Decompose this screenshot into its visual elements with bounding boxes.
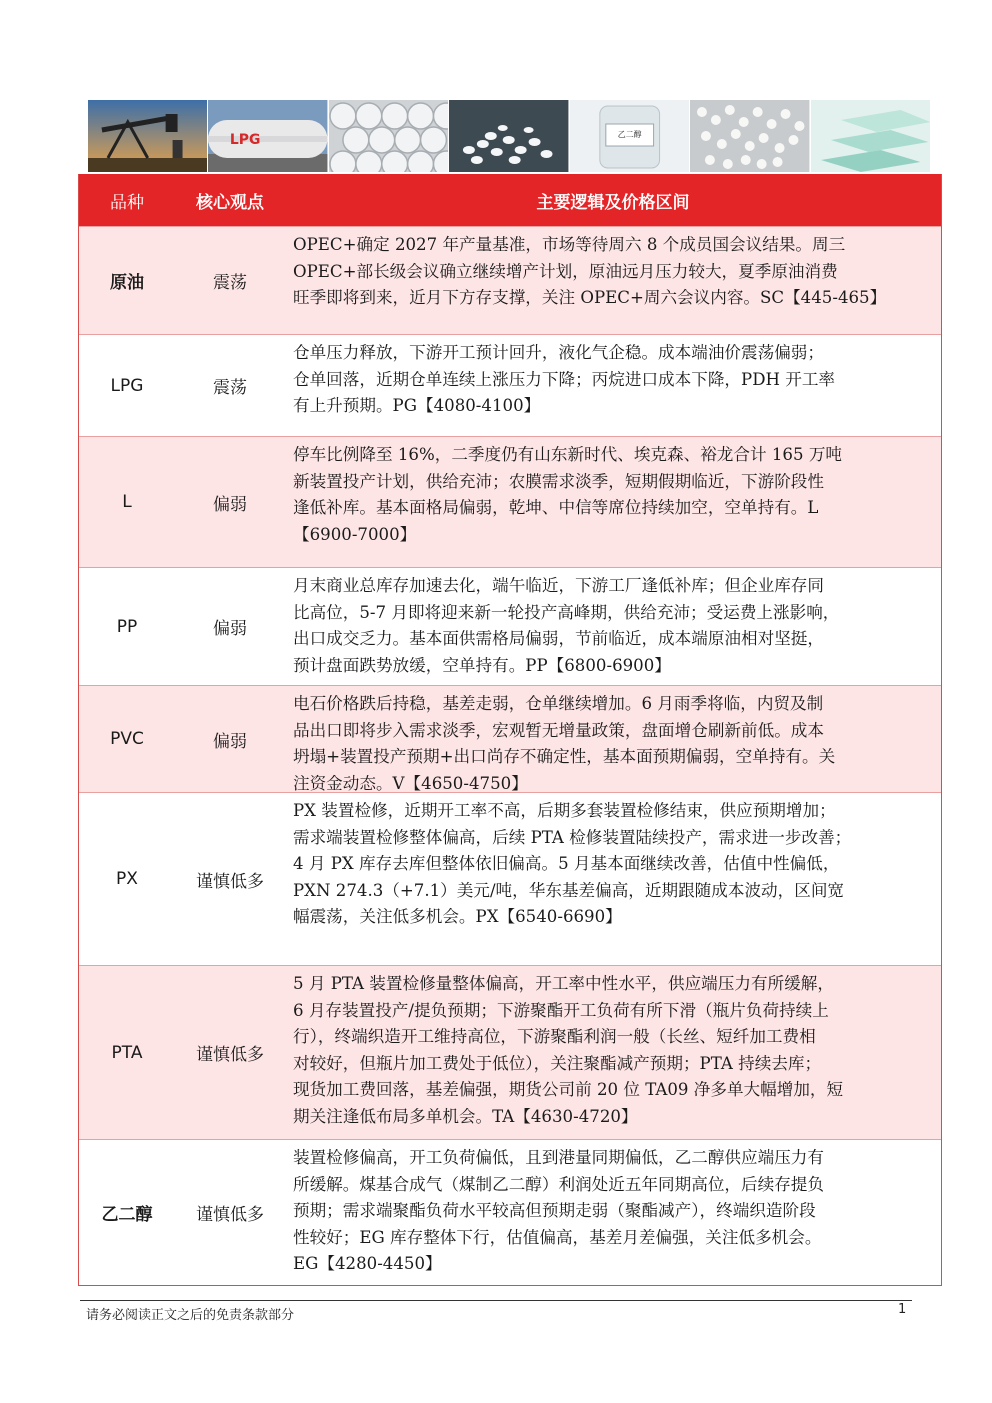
table-row [79,1139,941,1285]
footer-disclaimer: 请务必阅读正文之后的免责条款部分 [86,1308,295,1323]
core-view: 谨慎低多 [196,871,264,892]
product-name: PP [116,616,138,637]
product-name: PX [116,869,138,889]
core-view: 谨慎低多 [196,1045,264,1065]
table-row [79,226,941,334]
white-granules-photo [690,100,809,172]
ethylene-glycol-bottle-photo [570,100,689,172]
core-view: 谨慎低多 [196,1205,264,1225]
footer-divider [80,1300,912,1301]
glass-sheets-photo [811,100,930,172]
logic-text: OPEC+确定 2027 年产量基准，市场等待周六 8 个成员国会议结果。周三 OPEC+部长级会议确立继续增产计划，原油远月压力较大，夏季原油消费 旺季即将到来，近月下方存支撑，关注 OPEC+周六会议内容。SC【445-465】 [293,235,887,307]
svg-text:LPG: LPG [230,131,261,149]
oil-pumpjack-photo [88,100,207,172]
bottle-label: 乙二醇 [617,129,642,140]
table-row [79,567,941,685]
core-view: 震荡 [213,273,247,293]
outlook-table [78,174,942,1286]
product-name: 乙二醇 [101,1205,153,1225]
product-name: 原油 [110,273,144,293]
product-name: LPG [110,375,144,396]
product-name: PTA [111,1042,143,1063]
logic-text: 装置检修偏高，开工负荷偏低，且到港量同期偏低，乙二醇供应端压力有 所缓解。煤基合成气（煤制乙二醇）利润处近五年同期高位，后续存提负 预期；需求端聚酯负荷水平较高但预期走弱（聚酯减产），终端织造阶段 性较好；EG 库存整体下行，估值偏高，基差月差偏强，关注低多机会。 EG【4280-4450】 [293,1148,824,1273]
header-view: 核心观点 [196,192,264,213]
table-row [79,685,941,792]
pvc-pipes-photo [329,100,448,172]
core-view: 偏弱 [213,494,247,515]
logic-text: 仓单压力释放，下游开工预计回升，液化气企稳。成本端油价震荡偏弱； 仓单回落，近期仓单连续上涨压力下降；丙烷进口成本下降，PDH 开工率 有上升预期。PG【4080-4100】 [293,343,836,415]
logic-text: 月末商业总库存加速去化，端午临近，下游工厂逢低补库；但企业库存同 比高位，5-7 月即将迎来新一轮投产高峰期，供给充沛；受运费上涨影响， 出口成交乏力。基本面供需格局偏弱，节前临近，成本端原油相对坚挺， 预计盘面跌势放缓，空单持有。PP【6800-6900】 [293,576,840,675]
header-logic: 主要逻辑及价格区间 [536,192,690,213]
logic-text: 电石价格跌后持稳，基差走弱，仓单继续增加。6 月雨季将临，内贸及制 品出口即将步入需求淡季，宏观暂无增量政策，盘面增仓刷新前低。成本 坍塌+装置投产预期+出口尚存不确定性，基本面预期偏弱，空单持有。关 注资金动态。V【4650-4750】 [293,694,836,793]
product-name: PVC [110,729,144,749]
core-view: 偏弱 [213,619,247,639]
page-number: 1 [898,1302,907,1317]
logic-text: 5 月 PTA 装置检修量整体偏高，开工率中性水平，供应端压力有所缓解， 6 月存装置投产/提负预期；下游聚酯开工负荷有所下滑（瓶片负荷持续上 行），终端织造开工维持高位，下游聚酯利润一般（长丝、短纤加工费相 对较好，但瓶片加工费处于低位），关注聚酯减产预期；PTA 持续去库； 现货加工费回落，基差偏强，期货公司前 20 位 TA09 净多单大幅增加，短 期关注逢低布局多单机会。TA【4630-4720】 [293,974,844,1126]
table-row [79,436,941,567]
header-product: 品种 [110,192,144,213]
logic-text: PX 装置检修，近期开工率不高，后期多套装置检修结束，供应预期增加； 需求端装置检修整体偏高，后续 PTA 检修装置陆续投产，需求进一步改善； 4 月 PX 库存去库但整体依旧偏高。5 月基本面继续改善，估值中性偏低， PXN 274.3（+7.1）美元/吨，华东基差偏高，近期跟随成本波动，区间宽 幅震荡，关注低多机会。PX【6540-6690】 [293,801,852,926]
table-row [79,792,941,965]
logic-text: 停车比例降至 16%，二季度仍有山东新时代、埃克森、裕龙合计 165 万吨 新装置投产计划，供给充沛；农膜需求淡季，短期假期临近，下游阶段性 逢低补库。基本面格局偏弱，乾坤、中信等席位持续加空，空单持有。L 【6900-7000】 [293,445,843,544]
table-row [79,334,941,436]
product-name: L [122,492,132,512]
lpg-tank-photo [208,100,327,172]
table-header [79,174,941,226]
plastic-pellets-photo [449,100,568,172]
core-view: 偏弱 [213,731,247,752]
banner [88,100,930,172]
table-row [79,965,941,1139]
core-view: 震荡 [213,378,247,398]
